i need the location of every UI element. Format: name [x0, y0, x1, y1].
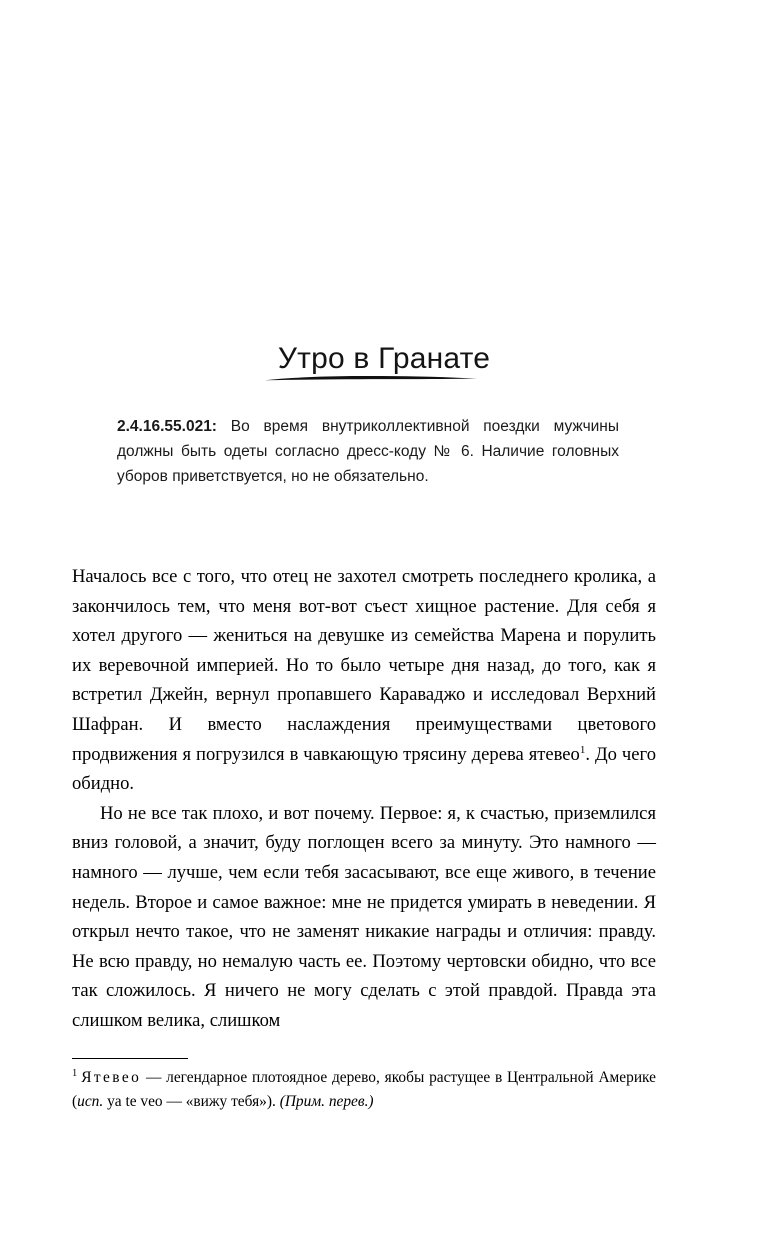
paragraph-text: Но не все так плохо, и вот почему. Первое: я, к счастью, приземлился вниз головой, а значит, буду поглощен всего за минуту. Это намного — намного — лучше, чем если тебя засасывают, все еще живого, в течение недель. Второе и самое важное: мне не придется умирать в неведении. Я открыл нечто такое, что не заменят никакие награды и отличия: правду. Не всю правду, но немалую часть ее. Поэтому чертовски обидно, что все так сложилось. Я ничего не могу сделать с этой правдой. Правда эта слишком велика, слишком: [72, 802, 656, 1031]
regulation-text: Во время внутриколлективной поездки мужчины должны быть одеты согласно дресс-коду № 6. Наличие головных уборов приветствуется, но не обязательно.: [117, 418, 619, 485]
body-text: [72, 562, 656, 1036]
footnote-text-1: — легендарное плотоядное дерево, якобы растущее в Центральной Америке (: [72, 1069, 656, 1110]
paragraph: [72, 799, 656, 1036]
footnote-divider: [72, 1058, 188, 1059]
footnote-reference[interactable]: 1: [579, 743, 586, 756]
footnote-lang-abbr: исп.: [77, 1093, 104, 1110]
page-title: Утро в Гранате: [277, 342, 491, 376]
regulation-code: 2.4.16.55.021:: [117, 418, 217, 435]
footnote-marker: 1: [72, 1067, 78, 1079]
paragraph-text: Началось все с того, что отец не захотел смотреть последнего кролика, а закончилось тем, что меня вот-вот съест хищное растение. Для себя я хотел другого — жениться на девушке из семейства Марена и порулить их веревочной империей. Но то было четыре дня назад, до того, как я встретил Джейн, вернул пропавшего Караваджо и исследовал Верхний Шафран. И вместо наслаждения преимуществами цветового продвижения я погрузился в чавкающую трясину дерева ятевео: [72, 566, 656, 765]
footnote-attribution: (Прим. перев.): [279, 1093, 374, 1110]
footnote-text-2: ya te veo — «вижу тебя»).: [103, 1093, 280, 1110]
paragraph: [72, 562, 656, 799]
paragraph-text-tail: . До чего обидно.: [72, 743, 656, 795]
title-divider-ornament: [263, 374, 481, 383]
footnote-term: Ятевео: [81, 1069, 142, 1086]
regulation-block: [117, 414, 619, 489]
footnote: [72, 1066, 656, 1114]
